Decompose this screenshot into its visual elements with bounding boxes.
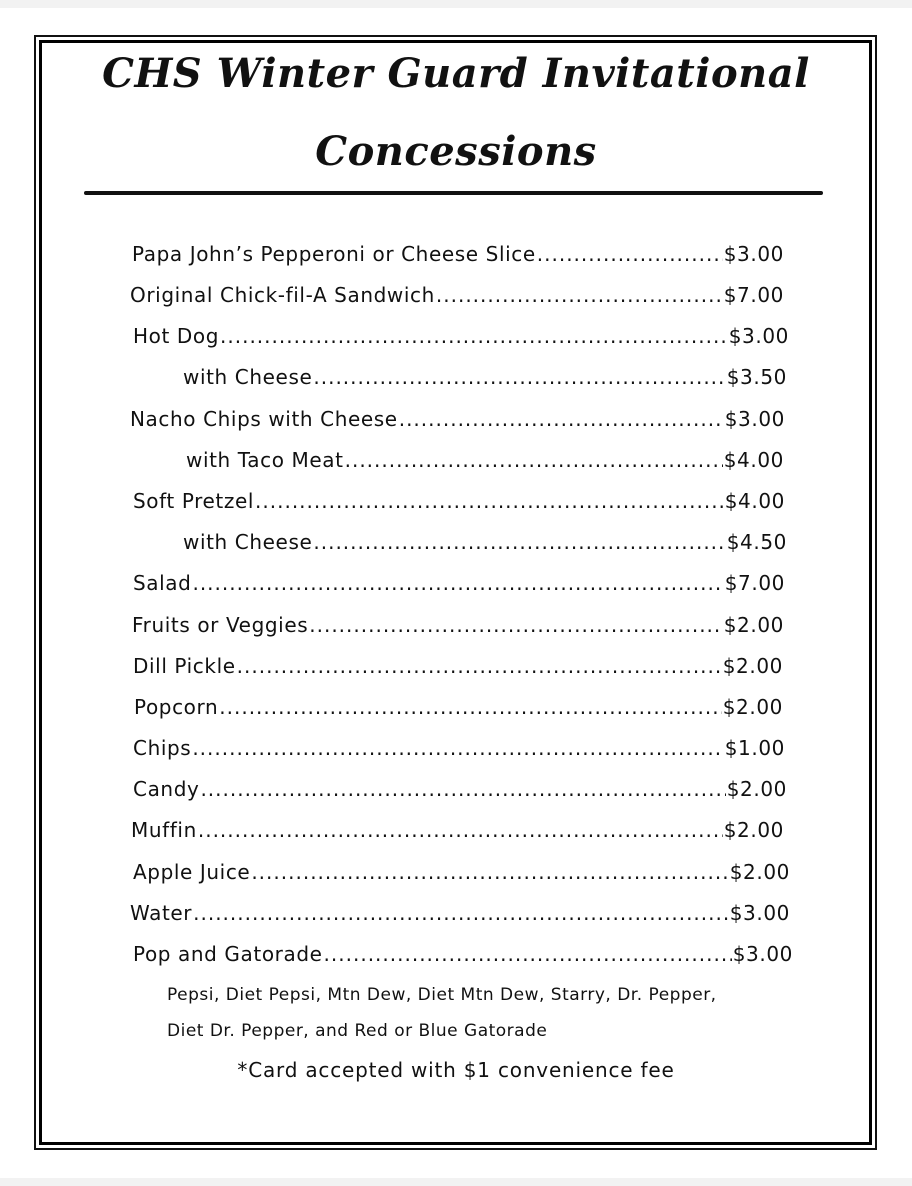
menu-item-sub [183, 365, 787, 389]
menu-item-price: $4.50 [726, 530, 787, 554]
menu-item-price: $2.00 [723, 613, 784, 637]
menu-item-name: with Cheese [183, 365, 313, 389]
menu-item [133, 654, 783, 678]
drink-options-note: Pepsi, Diet Pepsi, Mtn Dew, Diet Mtn Dew, Starry, Dr. Pepper, [167, 985, 717, 1005]
menu-item-name: Apple Juice [133, 860, 251, 884]
dot-leader [345, 448, 723, 472]
menu-item [133, 777, 787, 801]
menu-item-name: Pop and Gatorade [133, 942, 323, 966]
dot-leader [200, 777, 725, 801]
menu-item-name: Fruits or Veggies [132, 613, 309, 637]
menu-item-price: $1.00 [724, 736, 785, 760]
menu-item-name: Original Chick-fil-A Sandwich [130, 283, 435, 307]
menu-item-name: Dill Pickle [133, 654, 236, 678]
menu-item-price: $2.00 [726, 777, 787, 801]
menu-item-price: $7.00 [723, 283, 784, 307]
dot-leader [324, 942, 732, 966]
menu-item-price: $3.00 [728, 324, 789, 348]
menu-item-name: Soft Pretzel [133, 489, 255, 513]
menu-item-price: $3.00 [729, 901, 790, 925]
page-title: CHS Winter Guard Invitational [102, 50, 810, 97]
dot-leader [198, 818, 723, 842]
menu-item [131, 818, 784, 842]
menu-item-price: $2.00 [723, 818, 784, 842]
menu-item-price: $4.00 [723, 448, 784, 472]
menu-item-price: $2.00 [722, 654, 783, 678]
dot-leader [219, 695, 721, 719]
dot-leader [313, 530, 725, 554]
menu-item-price: $3.00 [724, 407, 785, 431]
menu-item-sub [186, 448, 784, 472]
menu-item [134, 695, 783, 719]
menu-item-price: $2.00 [729, 860, 790, 884]
menu-item-name: Candy [133, 777, 200, 801]
menu-item [133, 324, 789, 348]
menu-item [130, 283, 784, 307]
card-payment-note: *Card accepted with $1 convenience fee [237, 1058, 675, 1082]
menu-item-name: Popcorn [134, 695, 219, 719]
dot-leader [192, 571, 723, 595]
menu-item [133, 736, 785, 760]
menu-item [132, 242, 784, 266]
drink-options-note: Diet Dr. Pepper, and Red or Blue Gatorade [167, 1021, 548, 1041]
menu-item [133, 571, 785, 595]
dot-leader [193, 901, 729, 925]
dot-leader [313, 365, 725, 389]
menu-item-sub [183, 530, 787, 554]
menu-item-price: $2.00 [722, 695, 783, 719]
menu-item [132, 613, 784, 637]
dot-leader [192, 736, 723, 760]
dot-leader [220, 324, 728, 348]
dot-leader [537, 242, 723, 266]
menu-item-name: Muffin [131, 818, 197, 842]
menu-item-name: Hot Dog [133, 324, 220, 348]
menu-item-name: Chips [133, 736, 192, 760]
dot-leader [399, 407, 724, 431]
dot-leader [309, 613, 722, 637]
menu-item [130, 901, 790, 925]
menu-item-price: $4.00 [724, 489, 785, 513]
menu-item [133, 489, 785, 513]
dot-leader [436, 283, 723, 307]
menu-item-name: Salad [133, 571, 192, 595]
page-subtitle: Concessions [315, 128, 597, 175]
dot-leader [237, 654, 722, 678]
menu-item-price: $7.00 [724, 571, 785, 595]
menu-item-name: with Cheese [183, 530, 313, 554]
menu-item [133, 860, 790, 884]
menu-item-price: $3.50 [726, 365, 787, 389]
menu-item [133, 942, 793, 966]
menu-item-name: Water [130, 901, 193, 925]
menu-item-name: Papa John’s Pepperoni or Cheese Slice [132, 242, 536, 266]
menu-item-price: $3.00 [723, 242, 784, 266]
menu-item [130, 407, 785, 431]
dot-leader [255, 489, 724, 513]
dot-leader [251, 860, 728, 884]
menu-item-name: with Taco Meat [186, 448, 344, 472]
menu-item-price: $3.00 [732, 942, 793, 966]
menu-item-name: Nacho Chips with Cheese [130, 407, 398, 431]
